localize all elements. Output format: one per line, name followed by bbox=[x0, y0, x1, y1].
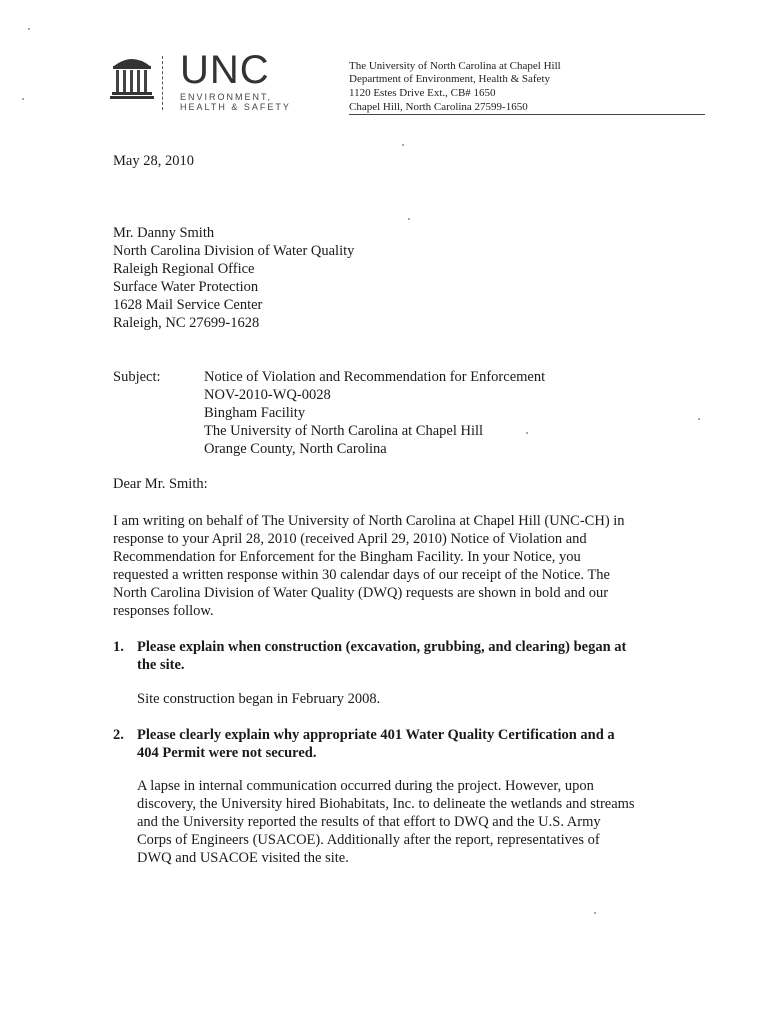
recipient-line: North Carolina Division of Water Quality bbox=[113, 243, 355, 259]
intro-line: response to your April 28, 2010 (received April 29, 2010) Notice of Violation and bbox=[113, 531, 587, 547]
subject-line: The University of North Carolina at Chapel Hill bbox=[204, 423, 484, 439]
item-response-line: discovery, the University hired Biohabitats, Inc. to delineate the wetlands and streams bbox=[137, 796, 635, 812]
recipient-line: 1628 Mail Service Center bbox=[113, 297, 263, 313]
recipient-line: Raleigh, NC 27699-1628 bbox=[113, 315, 260, 331]
intro-line: responses follow. bbox=[113, 603, 214, 619]
subject-line: Notice of Violation and Recommendation for Enforcement bbox=[204, 369, 546, 385]
address-line-2: Department of Environment, Health & Safety bbox=[349, 73, 550, 85]
item-number: 2. bbox=[113, 727, 124, 743]
unc-wordmark: UNC bbox=[180, 48, 270, 92]
letterhead-rule bbox=[349, 114, 705, 115]
recipient-line: Mr. Danny Smith bbox=[113, 225, 215, 241]
item-request-line: Please explain when construction (excavation, grubbing, and clearing) began at bbox=[137, 639, 627, 655]
item-number: 1. bbox=[113, 639, 124, 655]
old-well-logo-icon bbox=[110, 52, 154, 100]
subject-label: Subject: bbox=[113, 369, 161, 385]
item-request-line: the site. bbox=[137, 657, 185, 673]
letter-date: May 28, 2010 bbox=[113, 153, 194, 169]
intro-line: requested a written response within 30 calendar days of our receipt of the Notice. The bbox=[113, 567, 610, 583]
address-line-3: 1120 Estes Drive Ext., CB# 1650 bbox=[349, 87, 496, 99]
salutation: Dear Mr. Smith: bbox=[113, 476, 208, 492]
item-request-line: Please clearly explain why appropriate 401 Water Quality Certification and a bbox=[137, 727, 615, 743]
address-line-4: Chapel Hill, North Carolina 27599-1650 bbox=[349, 101, 528, 113]
item-response-line: Corps of Engineers (USACOE). Additionally after the report, representatives of bbox=[137, 832, 600, 848]
item-request-line: 404 Permit were not secured. bbox=[137, 745, 317, 761]
item-response-line: A lapse in internal communication occurred during the project. However, upon bbox=[137, 778, 594, 794]
intro-line: North Carolina Division of Water Quality (DWQ) requests are shown in bold and our bbox=[113, 585, 609, 601]
subject-line: Orange County, North Carolina bbox=[204, 441, 387, 457]
item-response-line: and the University reported the results of that effort to DWQ and the U.S. Army bbox=[137, 814, 601, 830]
logo-subtitle-line1: ENVIRONMENT, bbox=[180, 92, 273, 102]
recipient-line: Raleigh Regional Office bbox=[113, 261, 255, 277]
item-response-line: Site construction began in February 2008. bbox=[137, 691, 381, 707]
address-line-1: The University of North Carolina at Chapel Hill bbox=[349, 60, 561, 72]
item-response-line: DWQ and USACOE visited the site. bbox=[137, 850, 349, 866]
logo-divider bbox=[162, 56, 163, 110]
intro-line: Recommendation for Enforcement for the Bingham Facility. In your Notice, you bbox=[113, 549, 581, 565]
logo-subtitle-line2: HEALTH & SAFETY bbox=[180, 102, 291, 112]
intro-line: I am writing on behalf of The University of North Carolina at Chapel Hill (UNC-CH) in bbox=[113, 513, 625, 529]
subject-line: Bingham Facility bbox=[204, 405, 306, 421]
recipient-line: Surface Water Protection bbox=[113, 279, 259, 295]
subject-line: NOV-2010-WQ-0028 bbox=[204, 387, 331, 403]
